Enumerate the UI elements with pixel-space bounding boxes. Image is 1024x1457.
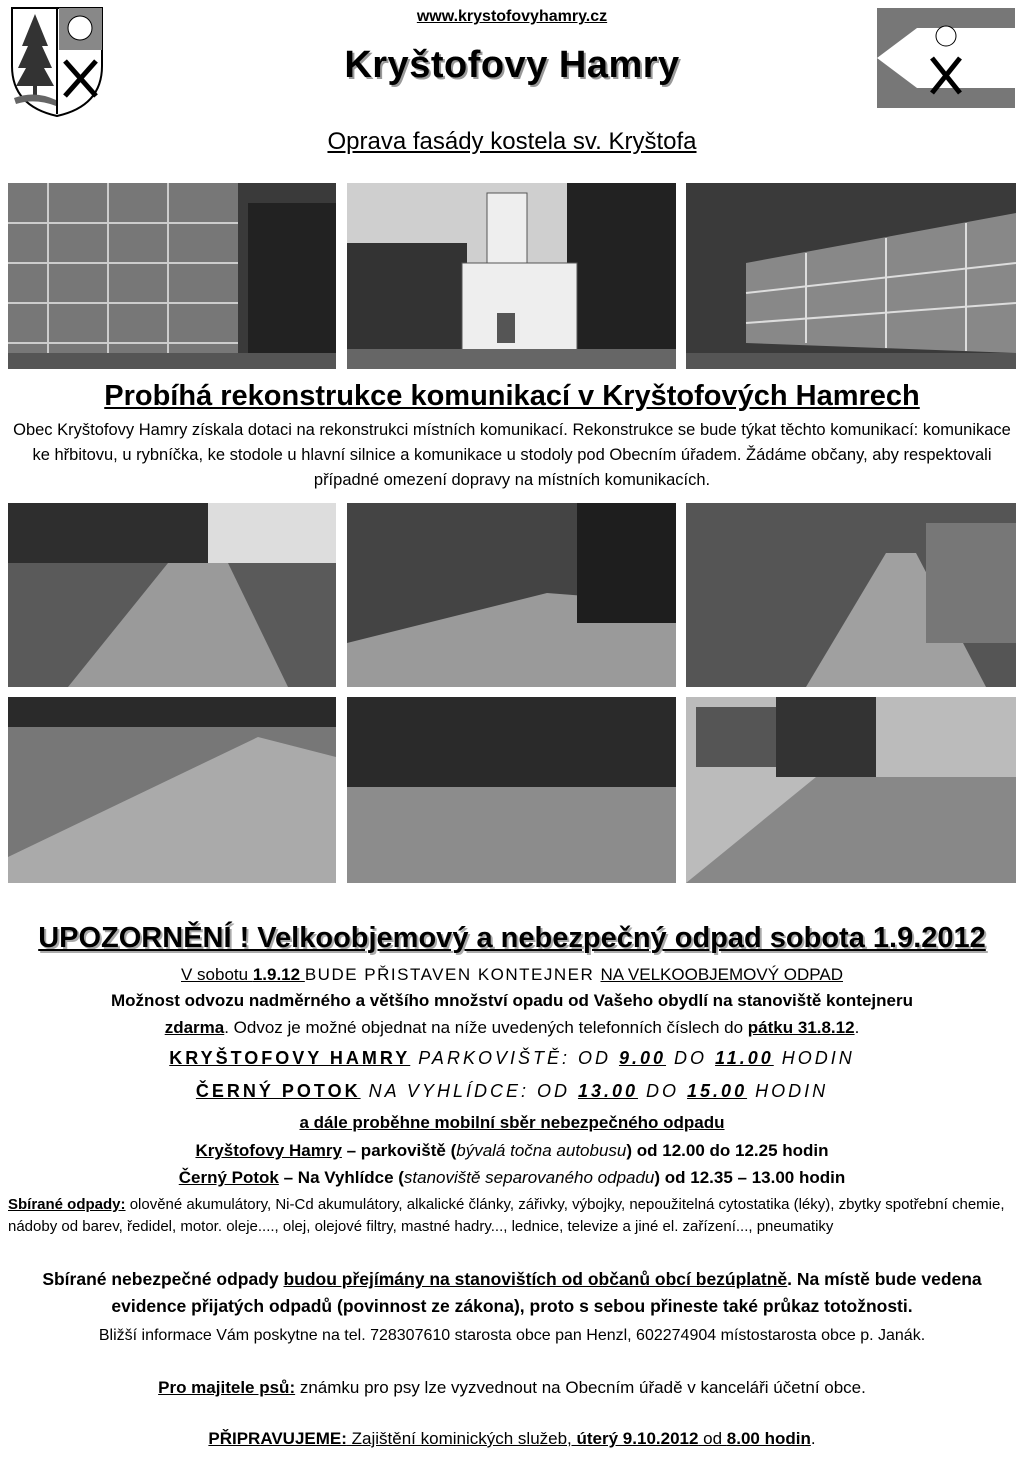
text-dot: . xyxy=(854,1018,860,1037)
collected-label: Sbírané odpady: xyxy=(8,1196,126,1213)
order-line xyxy=(0,1015,1024,1041)
kh-schedule xyxy=(0,1045,1024,1071)
contact-info: Bližší informace Vám poskytne na tel. 728307610 starosta obce pan Henzl, 602274904 místostarosta obce p. Janák. xyxy=(98,1327,926,1344)
roads-paragraph: Obec Kryštofovy Hamry získala dotaci na rekonstrukci místních komunikací. Rekonstrukce se bude týkat těchto komunikací: komunikace ke hřbitovu, u rybníčka, ke stodole u hlavní silnice a komunikace u stodoly pod Obecním úřadem. Žádáme občany, aby respektovali případné omezení dopravy na místních komunikacích. xyxy=(13,421,1011,489)
m1-d: ) od 12.00 do 12.25 hodin xyxy=(626,1141,829,1160)
prep-date: úterý 9.10.2012 xyxy=(576,1429,699,1448)
road-photo-2 xyxy=(347,503,676,687)
mobile-collection-heading: a dále proběhne mobilní sběr nebezpečného odpadu xyxy=(299,1113,725,1132)
h1a: Sbírané nebezpečné odpady xyxy=(42,1269,284,1289)
dogs-label: Pro majitele psů: xyxy=(158,1378,296,1397)
m2-place: Černý Potok xyxy=(178,1168,279,1187)
prep-end: . xyxy=(810,1429,816,1448)
text-order: . Odvoz je možné objednat na níže uvedených telefonních číslech do xyxy=(224,1018,748,1037)
kh-end: HODIN xyxy=(773,1048,855,1068)
website-url: www.krystofovyhamry.cz xyxy=(416,8,608,25)
cp-to-word: DO xyxy=(638,1081,688,1101)
m2-c: stanoviště separovaného odpadu xyxy=(403,1168,655,1187)
container-line xyxy=(0,962,1024,988)
collected-text: olověné akumulátory, Ni-Cd akumulátory, alkalické články, zářivky, výbojky, nepoužitelná cytostatika (léky), zbytky spotřební chemie, nádoby od barev, ředidel, motor. oleje...., olej, olejové filtry, mastné hadry..., lednice, televize a jiné el. zařízení..., pneumatiky xyxy=(8,1196,1005,1235)
chimney-notice xyxy=(0,1426,1024,1452)
collected-waste-list xyxy=(8,1194,1016,1238)
m1-b: – parkoviště ( xyxy=(341,1141,457,1160)
text-free: zdarma xyxy=(164,1018,225,1037)
road-photo-3 xyxy=(686,503,1016,687)
kh-to: 11.00 xyxy=(715,1048,774,1068)
text-container: BUDE PŘISTAVEN KONTEJNER xyxy=(304,965,601,984)
m2-b: – Na Vyhlídce ( xyxy=(278,1168,404,1187)
pickup-line: Možnost odvozu nadměrného a většího množství opadu od Vašeho obydlí na stanoviště kontejneru xyxy=(111,991,913,1010)
page-title: Kryštofovy Hamry xyxy=(344,44,680,86)
cp-place: ČERNÝ POTOK xyxy=(195,1081,361,1101)
kh-place: KRYŠTOFOVY HAMRY xyxy=(169,1048,411,1068)
dogs-text: známku pro psy lze vyzvednout na Obecním úřadě v kanceláři účetní obce. xyxy=(295,1378,866,1397)
road-photo-1 xyxy=(8,503,336,687)
prep-time: 8.00 hodin xyxy=(726,1429,811,1448)
m2-d: ) od 12.35 – 13.00 hodin xyxy=(654,1168,846,1187)
mobile-stop-1 xyxy=(0,1138,1024,1164)
text-date: 1.9.12 xyxy=(252,965,305,984)
church-photo-side xyxy=(686,183,1016,369)
text-deadline: pátku 31.8.12 xyxy=(747,1018,855,1037)
church-photo-front xyxy=(347,183,676,369)
cp-schedule xyxy=(0,1078,1024,1104)
roads-heading: Probíhá rekonstrukce komunikací v Kryštofových Hamrech xyxy=(104,380,920,412)
hazardous-notice xyxy=(8,1266,1016,1320)
waste-heading: UPOZORNĚNÍ ! Velkoobjemový a nebezpečný odpad sobota 1.9.2012 xyxy=(38,922,986,954)
road-photo-6 xyxy=(686,697,1016,883)
text-bulky: NA VELKOOBJEMOVÝ ODPAD xyxy=(600,965,843,984)
h1c: . Na místě bude vedena evidence přijatých odpadů (povinnost ze zákona), proto s sebou přineste také průkaz totožnosti. xyxy=(111,1269,982,1316)
mobile-stop-2 xyxy=(0,1165,1024,1191)
m1-place: Kryštofovy Hamry xyxy=(195,1141,342,1160)
church-photo-scaffolding-left xyxy=(8,183,336,369)
cp-to: 15.00 xyxy=(687,1081,748,1101)
prep-label: PŘIPRAVUJEME: xyxy=(208,1429,347,1448)
text-on-saturday: V sobotu xyxy=(181,965,253,984)
church-heading: Oprava fasády kostela sv. Kryštofa xyxy=(327,128,697,155)
road-photo-4 xyxy=(8,697,336,883)
m1-c: bývalá točna autobusu xyxy=(456,1141,627,1160)
h1b: budou přejímány na stanovištích od občanů obcí bezúplatně xyxy=(283,1269,788,1289)
cp-rest: NA VYHLÍDCE: OD xyxy=(360,1081,578,1101)
kh-to-word: DO xyxy=(666,1048,716,1068)
kh-rest: PARKOVIŠTĚ: OD xyxy=(410,1048,619,1068)
cp-end: HODIN xyxy=(747,1081,829,1101)
prep-text2: od xyxy=(698,1429,727,1448)
road-photo-5 xyxy=(347,697,676,883)
dog-owners-notice xyxy=(0,1375,1024,1401)
prep-text1: Zajištění kominických služeb, xyxy=(346,1429,577,1448)
cp-from: 13.00 xyxy=(577,1081,639,1101)
kh-from: 9.00 xyxy=(618,1048,667,1068)
